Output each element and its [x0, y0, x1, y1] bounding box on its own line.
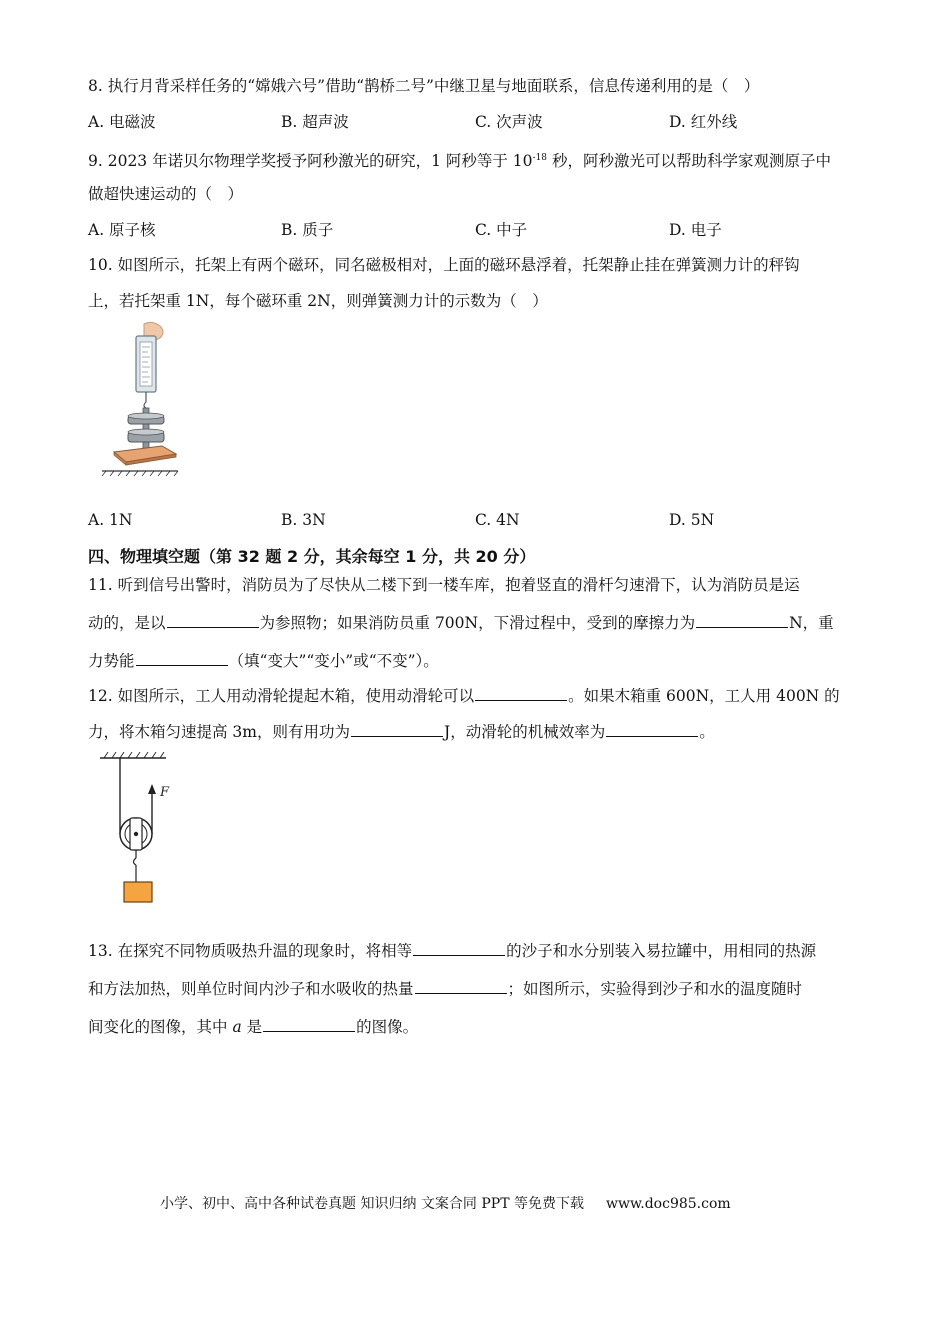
q11-text: 动的，是以	[88, 614, 166, 632]
q11-text: N，重	[789, 614, 834, 632]
q10-stem-line2: 上，若托架重 1N，每个磁环重 2N，则弹簧测力计的示数为（ ）	[88, 292, 548, 310]
q11-line1: 11. 听到信号出警时，消防员为了尽快从二楼下到一楼车库，抱着竖直的滑杆匀速滑下，认为消防员是运	[88, 576, 800, 594]
q10-option-d: D. 5N	[669, 511, 715, 529]
q13-blank-mass	[413, 940, 505, 956]
q12-line1	[88, 685, 840, 707]
q9-stem-b: 秒，阿秒激光可以帮助科学家观测原子中	[547, 152, 831, 170]
q9-option-c: C. 中子	[475, 221, 528, 239]
q13-line3	[88, 1016, 418, 1038]
q13-text: 13. 在探究不同物质吸热升温的现象时，将相等	[88, 942, 413, 960]
movable-pulley-figure	[96, 752, 186, 906]
q12-line2	[88, 721, 715, 743]
section-title: 四、物理填空题（第 32 题 2 分，其余每空 1 分，共 20 分）	[88, 547, 536, 566]
q13-text: 是	[241, 1018, 263, 1036]
q9-option-d: D. 电子	[669, 221, 722, 239]
force-label: F	[160, 785, 170, 800]
q12-text: 。	[699, 723, 715, 741]
q12-text: 力，将木箱匀速提高 3m，则有用功为	[88, 723, 350, 741]
q13-blank-graph	[263, 1016, 355, 1032]
q13-text: 的沙子和水分别装入易拉罐中，用相同的热源	[506, 942, 817, 960]
q8-option-d: D. 红外线	[669, 113, 738, 131]
q11-text: 力势能	[88, 652, 135, 670]
q13-line1	[88, 940, 816, 962]
q13-text: 和方法加热，则单位时间内沙子和水吸收的热量	[88, 980, 414, 998]
q8-option-a: A. 电磁波	[88, 113, 156, 131]
footer-text: 小学、初中、高中各种试卷真题 知识归纳 文案合同 PPT 等免费下载	[160, 1196, 584, 1212]
q10-option-b: B. 3N	[281, 511, 326, 529]
q13-variable-a: a	[232, 1018, 242, 1036]
q12-blank-useful-work	[351, 721, 443, 737]
q13-text: ；如图所示，实验得到沙子和水的温度随时	[507, 980, 803, 998]
q11-blank-friction	[696, 612, 788, 628]
q13-line2	[88, 978, 802, 1000]
q9-exponent: -18	[532, 153, 548, 163]
q8-option-b: B. 超声波	[281, 113, 349, 131]
q12-text: J，动滑轮的机械效率为	[444, 723, 606, 741]
footer	[160, 1193, 731, 1213]
q11-blank-potential-energy	[136, 650, 228, 666]
q11-line3	[88, 650, 439, 672]
q10-option-c: C. 4N	[475, 511, 520, 529]
q8-stem: 8. 执行月背采样任务的“嫦娥六号”借助“鹊桥二号”中继卫星与地面联系，信息传递利用的是（ ）	[88, 77, 760, 95]
q12-blank-advantage	[475, 685, 567, 701]
q8-option-c: C. 次声波	[475, 113, 543, 131]
q9-option-a: A. 原子核	[88, 221, 156, 239]
q13-blank-heat	[415, 978, 507, 994]
q10-stem-line1: 10. 如图所示，托架上有两个磁环，同名磁极相对，上面的磁环悬浮着，托架静止挂在弹簧测力计的秤钩	[88, 256, 800, 274]
q10-option-a: A. 1N	[88, 511, 133, 529]
q9-stem-line2: 做超快速运动的（ ）	[88, 185, 244, 203]
footer-url[interactable]: www.doc985.com	[605, 1196, 731, 1212]
q9-stem-a: 9. 2023 年诺贝尔物理学奖授予阿秒激光的研究，1 阿秒等于 10	[88, 152, 533, 170]
q12-blank-efficiency	[606, 721, 698, 737]
q11-text: 为参照物；如果消防员重 700N，下滑过程中，受到的摩擦力为	[259, 614, 696, 632]
q12-text: 。如果木箱重 600N，工人用 400N 的	[568, 687, 840, 705]
q11-line2	[88, 612, 834, 634]
q11-blank-reference	[167, 612, 259, 628]
q13-text: 间变化的图像，其中	[88, 1018, 233, 1036]
q11-text: （填“变大”“变小”或“不变”）。	[228, 652, 439, 670]
q9-option-b: B. 质子	[281, 221, 334, 239]
q13-text: 的图像。	[356, 1018, 419, 1036]
q12-text: 12. 如图所示，工人用动滑轮提起木箱，使用动滑轮可以	[88, 687, 475, 705]
q9-stem-line1	[88, 147, 831, 172]
spring-scale-magnet-figure	[100, 320, 180, 478]
